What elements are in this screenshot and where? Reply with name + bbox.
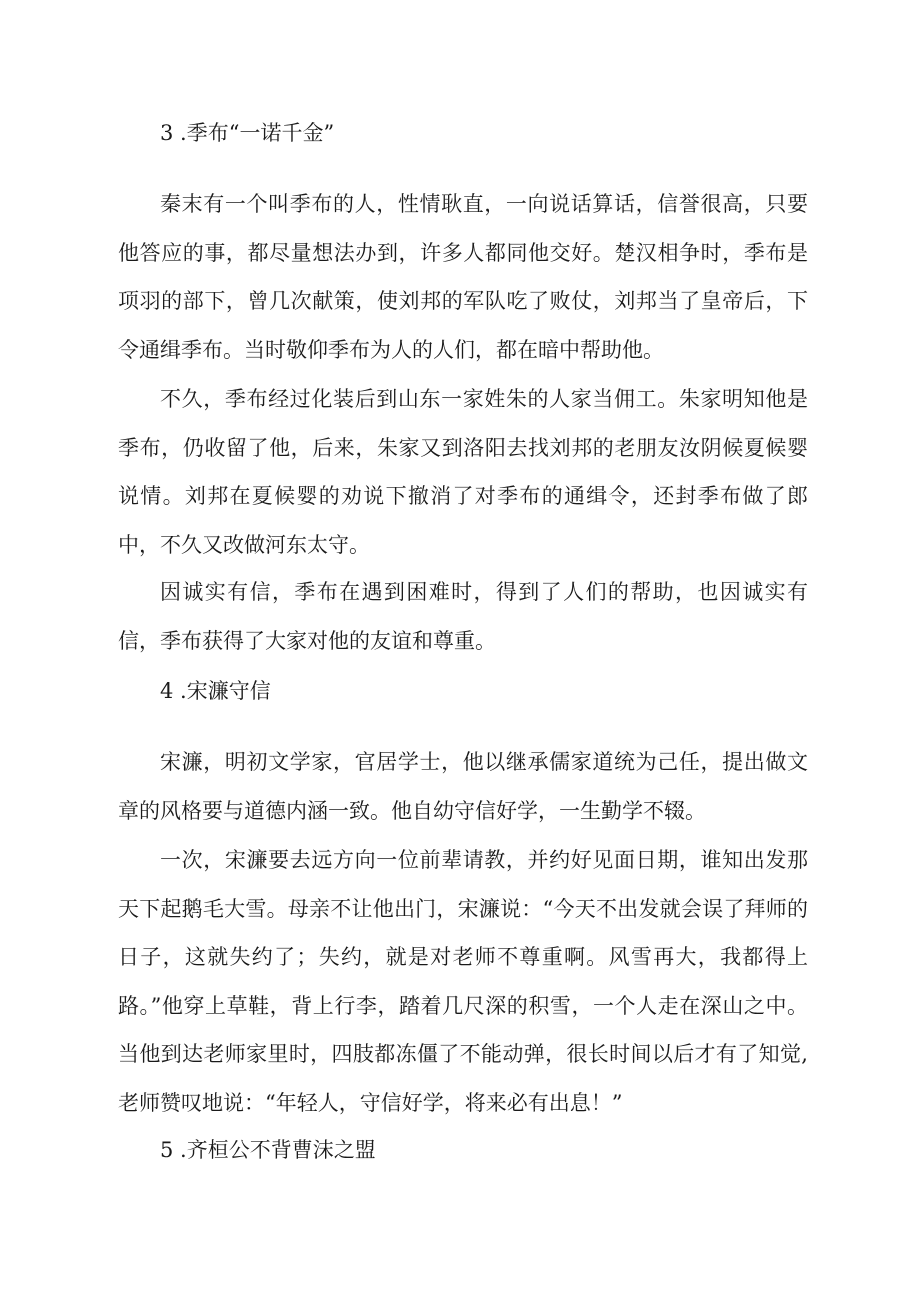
section-3-heading: 3 .季布“一诺千金” [160, 121, 335, 145]
section-5-heading: 5 .齐桓公不背曹沫之盟 [160, 1138, 376, 1162]
section-3-paragraph-3: 因诚实有信，季布在遇到困难时，得到了人们的帮助，也因诚实有信，季布获得了大家对他的友谊和尊重。 [118, 580, 808, 653]
section-4-paragraph-1: 宋濂，明初文学家，官居学士，他以继承儒家道统为己任，提出做文章的风格要与道德内涵一致。他自幼守信好学，一生勤学不辍。 [118, 750, 808, 823]
section-3-paragraph-2: 不久，季布经过化装后到山东一家姓朱的人家当佣工。朱家明知他是季布，仍收留了他，后来，朱家又到洛阳去找刘邦的老朋友汝阴候夏候婴说情。刘邦在夏候婴的劝说下撤消了对季布的通缉令，还封季布做了郎中，不久又改做河东太守。 [118, 387, 808, 557]
section-3-paragraph-1: 秦末有一个叫季布的人，性情耿直，一向说话算话，信誉很高，只要他答应的事，都尽量想法办到，许多人都同他交好。楚汉相争时，季布是项羽的部下，曾几次献策，使刘邦的军队吃了败仗，刘邦当了皇帝后，下令通缉季布。当时敬仰季布为人的人们，都在暗中帮助他。 [118, 192, 808, 362]
section-4-paragraph-2: 一次，宋濂要去远方向一位前辈请教，并约好见面日期，谁知出发那天下起鹅毛大雪。母亲不让他出门，宋濂说：“今天不出发就会误了拜师的日子，这就失约了；失约，就是对老师不尊重啊。风雪再大，我都得上路。”他穿上草鞋，背上行李，踏着几尺深的积雪，一个人走在深山之中。当他到达老师家里时，四肢都冻僵了不能动弹，很长时间以后才有了知觉,老师赞叹地说：“年轻人，守信好学，将来必有出息！” [118, 848, 808, 1115]
section-4-heading: 4 .宋濂守信 [160, 679, 271, 703]
